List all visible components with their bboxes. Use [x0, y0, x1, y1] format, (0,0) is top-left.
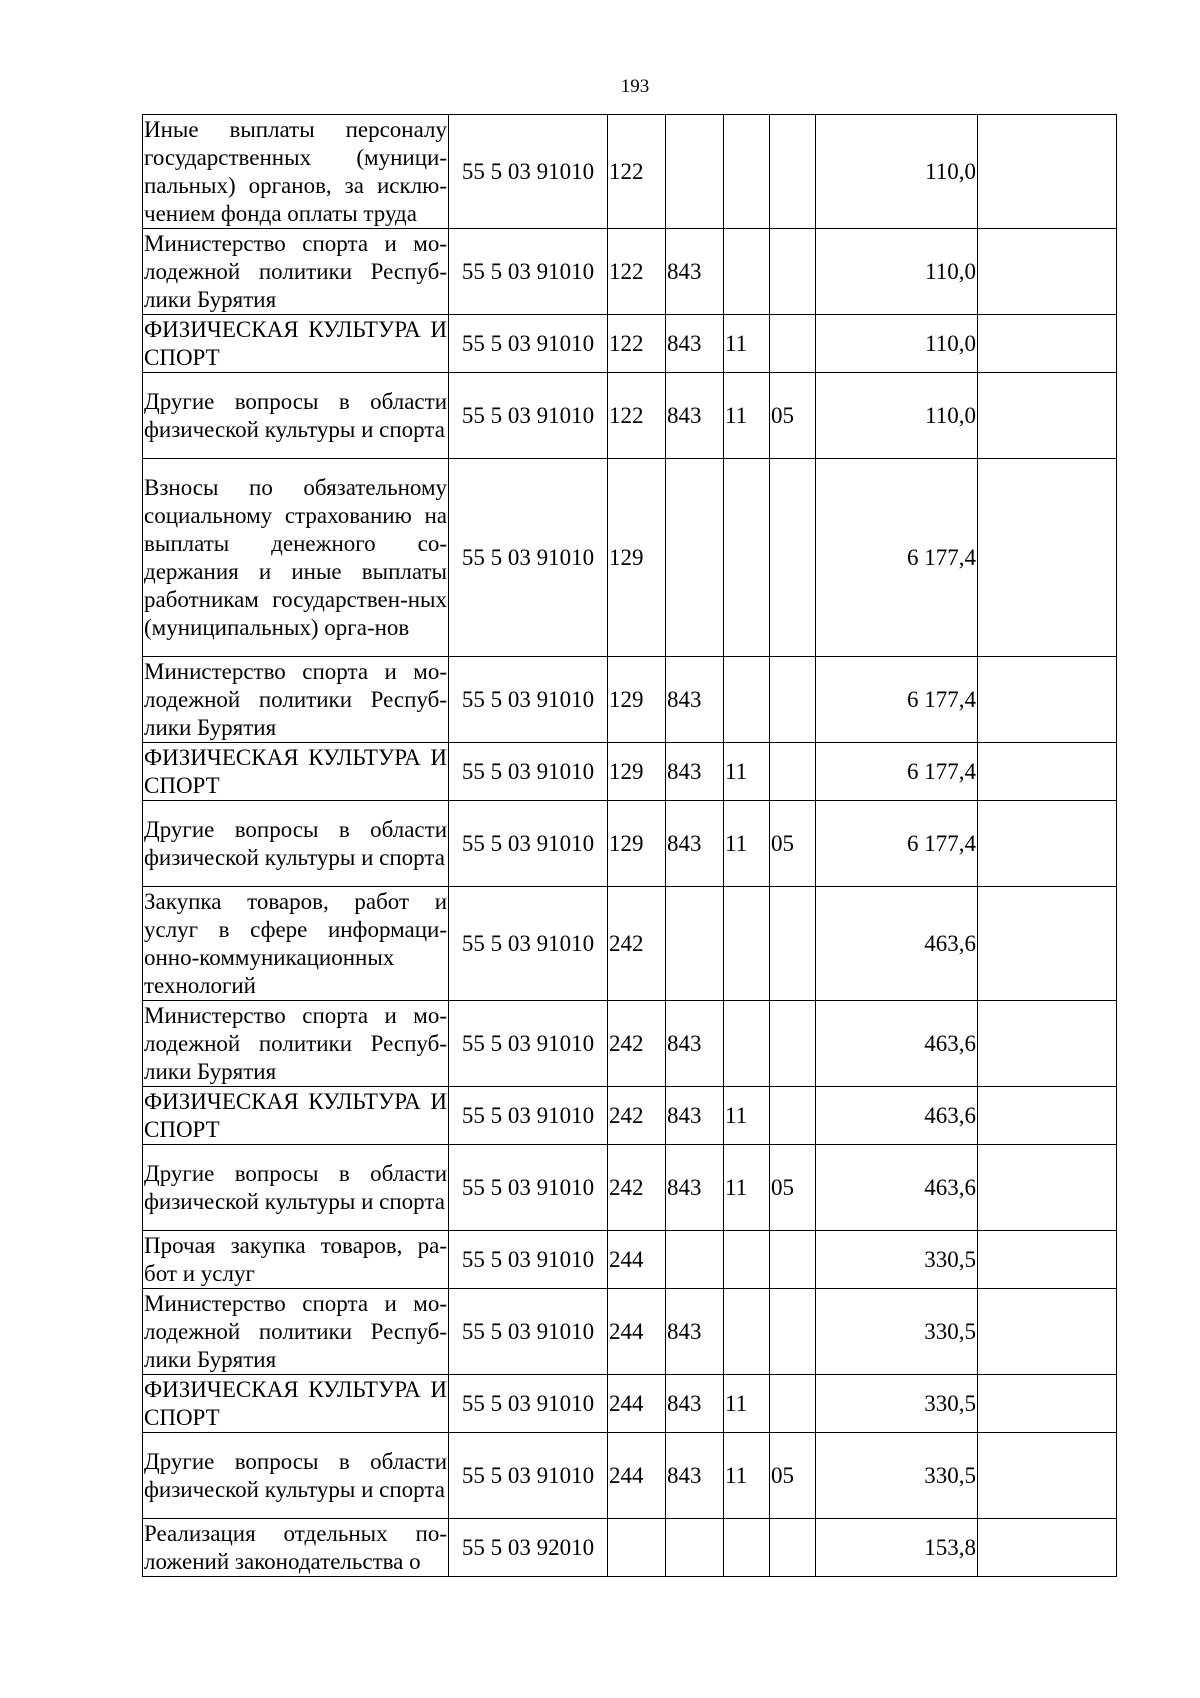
cell-vr: 122 — [608, 315, 666, 373]
cell-pr — [770, 315, 816, 373]
cell-rz — [724, 229, 770, 315]
cell-rz: 11 — [724, 743, 770, 801]
cell-name: Иные выплаты персоналу государственных (муници-пальных) органов, за исклю-чением фонда оплаты труда — [143, 115, 449, 229]
cell-code: 55 5 03 91010 — [449, 1375, 608, 1433]
cell-vr: 244 — [608, 1231, 666, 1289]
table-row — [143, 115, 1117, 229]
cell-pr — [770, 743, 816, 801]
cell-rz — [724, 1519, 770, 1577]
cell-pr — [770, 657, 816, 743]
cell-pr — [770, 1001, 816, 1087]
cell-rz: 11 — [724, 1375, 770, 1433]
table-body — [143, 115, 1117, 1577]
cell-pr — [770, 1375, 816, 1433]
cell-sum: 463,6 — [816, 887, 978, 1001]
cell-gr: 843 — [666, 1145, 724, 1231]
cell-rz: 11 — [724, 373, 770, 459]
cell-rz — [724, 1231, 770, 1289]
table-row — [143, 1001, 1117, 1087]
cell-sum: 330,5 — [816, 1433, 978, 1519]
cell-name: Другие вопросы в области физической культуры и спорта — [143, 1145, 449, 1231]
cell-gr — [666, 1231, 724, 1289]
cell-name: Министерство спорта и мо-лодежной политики Респуб-лики Бурятия — [143, 657, 449, 743]
cell-name: Закупка товаров, работ и услуг в сфере информаци-онно-коммуникационных технологий — [143, 887, 449, 1001]
cell-pr — [770, 1289, 816, 1375]
cell-extra — [978, 229, 1117, 315]
cell-sum: 6 177,4 — [816, 743, 978, 801]
cell-rz — [724, 657, 770, 743]
budget-table — [142, 114, 1117, 1577]
table-row — [143, 373, 1117, 459]
table-row — [143, 229, 1117, 315]
cell-rz — [724, 887, 770, 1001]
cell-code: 55 5 03 91010 — [449, 1001, 608, 1087]
cell-sum: 110,0 — [816, 315, 978, 373]
cell-gr — [666, 887, 724, 1001]
cell-extra — [978, 1231, 1117, 1289]
cell-name: Министерство спорта и мо-лодежной политики Респуб-лики Бурятия — [143, 1289, 449, 1375]
cell-rz — [724, 1289, 770, 1375]
cell-vr: 244 — [608, 1375, 666, 1433]
table-row — [143, 1231, 1117, 1289]
cell-rz — [724, 115, 770, 229]
cell-code: 55 5 03 91010 — [449, 657, 608, 743]
cell-vr: 129 — [608, 743, 666, 801]
cell-gr — [666, 1519, 724, 1577]
cell-code: 55 5 03 91010 — [449, 373, 608, 459]
table-row — [143, 1433, 1117, 1519]
cell-pr — [770, 229, 816, 315]
cell-code: 55 5 03 91010 — [449, 1145, 608, 1231]
cell-sum: 463,6 — [816, 1087, 978, 1145]
cell-extra — [978, 1001, 1117, 1087]
cell-gr: 843 — [666, 657, 724, 743]
table-row — [143, 1375, 1117, 1433]
table-row — [143, 657, 1117, 743]
cell-gr — [666, 459, 724, 657]
cell-gr: 843 — [666, 315, 724, 373]
cell-extra — [978, 459, 1117, 657]
cell-gr: 843 — [666, 801, 724, 887]
table-row — [143, 1519, 1117, 1577]
cell-rz: 11 — [724, 801, 770, 887]
cell-pr — [770, 459, 816, 657]
table-row — [143, 887, 1117, 1001]
cell-gr: 843 — [666, 1375, 724, 1433]
cell-extra — [978, 1433, 1117, 1519]
cell-name: Взносы по обязательному социальному страхованию на выплаты денежного со-держания и иные выплаты работникам государствен-ных (муниципальных) орга-нов — [143, 459, 449, 657]
cell-rz: 11 — [724, 1433, 770, 1519]
cell-sum: 330,5 — [816, 1289, 978, 1375]
cell-vr: 122 — [608, 115, 666, 229]
cell-vr: 242 — [608, 1145, 666, 1231]
cell-pr: 05 — [770, 373, 816, 459]
cell-code: 55 5 03 91010 — [449, 801, 608, 887]
cell-extra — [978, 373, 1117, 459]
cell-name: Другие вопросы в области физической культуры и спорта — [143, 373, 449, 459]
cell-sum: 330,5 — [816, 1231, 978, 1289]
cell-code: 55 5 03 91010 — [449, 315, 608, 373]
cell-rz: 11 — [724, 1145, 770, 1231]
cell-vr — [608, 1519, 666, 1577]
cell-extra — [978, 115, 1117, 229]
cell-extra — [978, 1087, 1117, 1145]
cell-extra — [978, 1375, 1117, 1433]
cell-rz — [724, 459, 770, 657]
cell-sum: 463,6 — [816, 1001, 978, 1087]
cell-extra — [978, 887, 1117, 1001]
cell-name: ФИЗИЧЕСКАЯ КУЛЬТУРА И СПОРТ — [143, 1375, 449, 1433]
cell-extra — [978, 657, 1117, 743]
cell-code: 55 5 03 91010 — [449, 459, 608, 657]
cell-rz — [724, 1001, 770, 1087]
page-number: 193 — [620, 76, 650, 97]
cell-extra — [978, 743, 1117, 801]
cell-sum: 6 177,4 — [816, 801, 978, 887]
cell-vr: 242 — [608, 1001, 666, 1087]
cell-code: 55 5 03 91010 — [449, 229, 608, 315]
cell-vr: 129 — [608, 459, 666, 657]
cell-vr: 242 — [608, 887, 666, 1001]
table-row — [143, 1087, 1117, 1145]
cell-name: Другие вопросы в области физической культуры и спорта — [143, 1433, 449, 1519]
cell-extra — [978, 1145, 1117, 1231]
cell-pr — [770, 1087, 816, 1145]
cell-name: Реализация отдельных по-ложений законодательства о — [143, 1519, 449, 1577]
cell-vr: 129 — [608, 801, 666, 887]
cell-pr: 05 — [770, 1145, 816, 1231]
cell-code: 55 5 03 92010 — [449, 1519, 608, 1577]
cell-vr: 244 — [608, 1289, 666, 1375]
table-row — [143, 801, 1117, 887]
cell-pr — [770, 1519, 816, 1577]
cell-gr — [666, 115, 724, 229]
cell-code: 55 5 03 91010 — [449, 1087, 608, 1145]
cell-gr: 843 — [666, 1289, 724, 1375]
cell-extra — [978, 1289, 1117, 1375]
table-row — [143, 1289, 1117, 1375]
cell-pr — [770, 1231, 816, 1289]
cell-sum: 330,5 — [816, 1375, 978, 1433]
cell-vr: 129 — [608, 657, 666, 743]
cell-sum: 153,8 — [816, 1519, 978, 1577]
cell-pr: 05 — [770, 801, 816, 887]
cell-sum: 110,0 — [816, 229, 978, 315]
cell-rz: 11 — [724, 315, 770, 373]
cell-name: Министерство спорта и мо-лодежной политики Респуб-лики Бурятия — [143, 229, 449, 315]
cell-rz: 11 — [724, 1087, 770, 1145]
cell-name: ФИЗИЧЕСКАЯ КУЛЬТУРА И СПОРТ — [143, 1087, 449, 1145]
cell-code: 55 5 03 91010 — [449, 1231, 608, 1289]
cell-extra — [978, 1519, 1117, 1577]
table-row — [143, 1145, 1117, 1231]
cell-code: 55 5 03 91010 — [449, 1433, 608, 1519]
cell-pr — [770, 115, 816, 229]
cell-gr: 843 — [666, 743, 724, 801]
table-row — [143, 315, 1117, 373]
cell-name: Другие вопросы в области физической культуры и спорта — [143, 801, 449, 887]
cell-gr: 843 — [666, 1433, 724, 1519]
cell-name: Прочая закупка товаров, ра-бот и услуг — [143, 1231, 449, 1289]
cell-gr: 843 — [666, 1087, 724, 1145]
cell-sum: 110,0 — [816, 373, 978, 459]
cell-code: 55 5 03 91010 — [449, 115, 608, 229]
cell-pr: 05 — [770, 1433, 816, 1519]
cell-vr: 244 — [608, 1433, 666, 1519]
cell-vr: 242 — [608, 1087, 666, 1145]
cell-vr: 122 — [608, 373, 666, 459]
cell-sum: 6 177,4 — [816, 459, 978, 657]
cell-gr: 843 — [666, 1001, 724, 1087]
cell-vr: 122 — [608, 229, 666, 315]
cell-sum: 6 177,4 — [816, 657, 978, 743]
cell-gr: 843 — [666, 373, 724, 459]
table-row — [143, 459, 1117, 657]
cell-sum: 110,0 — [816, 115, 978, 229]
cell-code: 55 5 03 91010 — [449, 887, 608, 1001]
cell-extra — [978, 315, 1117, 373]
cell-code: 55 5 03 91010 — [449, 1289, 608, 1375]
cell-name: ФИЗИЧЕСКАЯ КУЛЬТУРА И СПОРТ — [143, 315, 449, 373]
cell-code: 55 5 03 91010 — [449, 743, 608, 801]
cell-name: Министерство спорта и мо-лодежной политики Респуб-лики Бурятия — [143, 1001, 449, 1087]
table-row — [143, 743, 1117, 801]
cell-name: ФИЗИЧЕСКАЯ КУЛЬТУРА И СПОРТ — [143, 743, 449, 801]
cell-pr — [770, 887, 816, 1001]
cell-sum: 463,6 — [816, 1145, 978, 1231]
cell-extra — [978, 801, 1117, 887]
cell-gr: 843 — [666, 229, 724, 315]
